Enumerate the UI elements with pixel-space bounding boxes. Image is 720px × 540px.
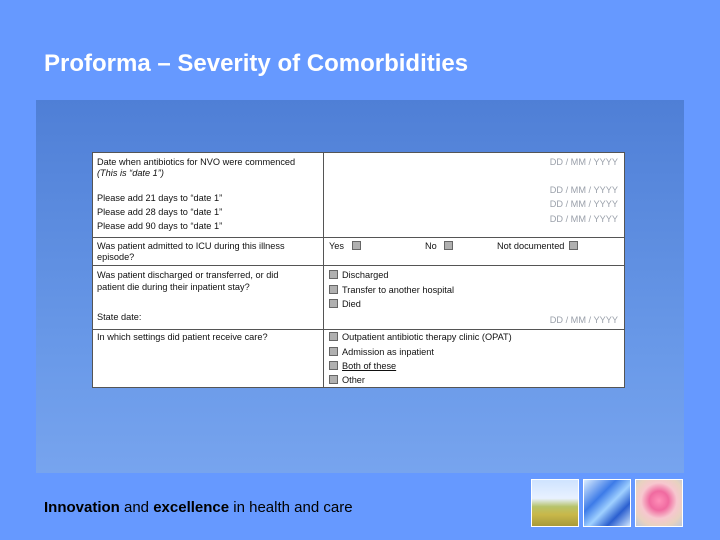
- opat-checkbox[interactable]: [329, 332, 338, 341]
- discharged-checkbox[interactable]: [329, 270, 338, 279]
- opat-option[interactable]: [329, 332, 512, 343]
- tagline-innovation: Innovation: [44, 499, 120, 516]
- row-icu: [93, 237, 624, 265]
- add-21-days-field[interactable]: DD / MM / YYYY: [549, 185, 618, 195]
- discharge-question-line1: Was patient discharged or transferred, or did: [97, 270, 279, 280]
- add-90-days-label: Please add 90 days to “date 1”: [97, 221, 223, 231]
- add-28-days-label: Please add 28 days to “date 1”: [97, 207, 223, 217]
- other-label: Other: [342, 375, 365, 385]
- tagline-excellence: excellence: [153, 499, 230, 516]
- discharged-option[interactable]: [329, 270, 388, 281]
- opat-label: Outpatient antibiotic therapy clinic (OPAT): [342, 332, 512, 342]
- icu-not-documented-label: Not documented: [497, 241, 565, 251]
- transfer-label: Transfer to another hospital: [342, 285, 455, 295]
- other-option[interactable]: [329, 375, 365, 386]
- tagline-rest: in health and care: [229, 499, 353, 516]
- care-setting-question: In which settings did patient receive care?: [97, 332, 268, 342]
- icu-no-label: No: [425, 241, 437, 251]
- icu-no-option[interactable]: [425, 241, 453, 252]
- row-care-setting-label-cell: [93, 330, 324, 387]
- icu-yes-checkbox[interactable]: [352, 241, 361, 250]
- both-option[interactable]: [329, 361, 396, 372]
- slide-title: Proforma – Severity of Comorbidities: [44, 50, 469, 77]
- add-90-days-field[interactable]: DD / MM / YYYY: [549, 214, 618, 224]
- died-option[interactable]: [329, 299, 361, 310]
- field-photo: [531, 479, 579, 527]
- icu-not-documented-option[interactable]: [497, 241, 578, 252]
- row-discharge: [93, 265, 624, 329]
- row-icu-label-cell: [93, 238, 324, 265]
- row-dates-label-cell: [93, 153, 324, 237]
- tagline-and: and: [119, 499, 154, 516]
- died-label: Died: [342, 299, 361, 309]
- transfer-checkbox[interactable]: [329, 285, 338, 294]
- row-care-setting: [93, 329, 624, 387]
- icu-question-line2: episode?: [97, 252, 135, 262]
- add-28-days-field[interactable]: DD / MM / YYYY: [549, 199, 618, 209]
- discharged-label: Discharged: [342, 270, 389, 280]
- icu-not-documented-checkbox[interactable]: [569, 241, 578, 250]
- died-checkbox[interactable]: [329, 299, 338, 308]
- row-dates: [93, 153, 624, 237]
- date-commenced-field[interactable]: DD / MM / YYYY: [549, 157, 618, 167]
- inpatient-label: Admission as inpatient: [342, 347, 434, 357]
- proforma-form: [92, 152, 625, 388]
- icu-yes-label: Yes: [329, 241, 344, 251]
- date-commenced-label: Date when antibiotics for NVO were commenced: [97, 157, 296, 167]
- icu-no-checkbox[interactable]: [444, 241, 453, 250]
- transfer-option[interactable]: [329, 285, 454, 296]
- other-checkbox[interactable]: [329, 375, 338, 384]
- icu-question-line1: Was patient admitted to ICU during this illness: [97, 241, 285, 251]
- vials-photo: [583, 479, 631, 527]
- add-21-days-label: Please add 21 days to “date 1”: [97, 193, 223, 203]
- date-commenced-note: (This is “date 1”): [97, 168, 164, 178]
- both-checkbox[interactable]: [329, 361, 338, 370]
- state-date-label: State date:: [97, 312, 142, 322]
- state-date-field[interactable]: DD / MM / YYYY: [549, 315, 618, 325]
- row-discharge-label-cell: [93, 266, 324, 329]
- rose-in-hands-photo: [635, 479, 683, 527]
- footer-tagline: [44, 499, 353, 516]
- icu-yes-option[interactable]: [329, 241, 361, 252]
- discharge-question-line2: patient die during their inpatient stay?: [97, 282, 250, 292]
- inpatient-option[interactable]: [329, 347, 434, 358]
- inpatient-checkbox[interactable]: [329, 347, 338, 356]
- both-label: Both of these: [342, 361, 397, 371]
